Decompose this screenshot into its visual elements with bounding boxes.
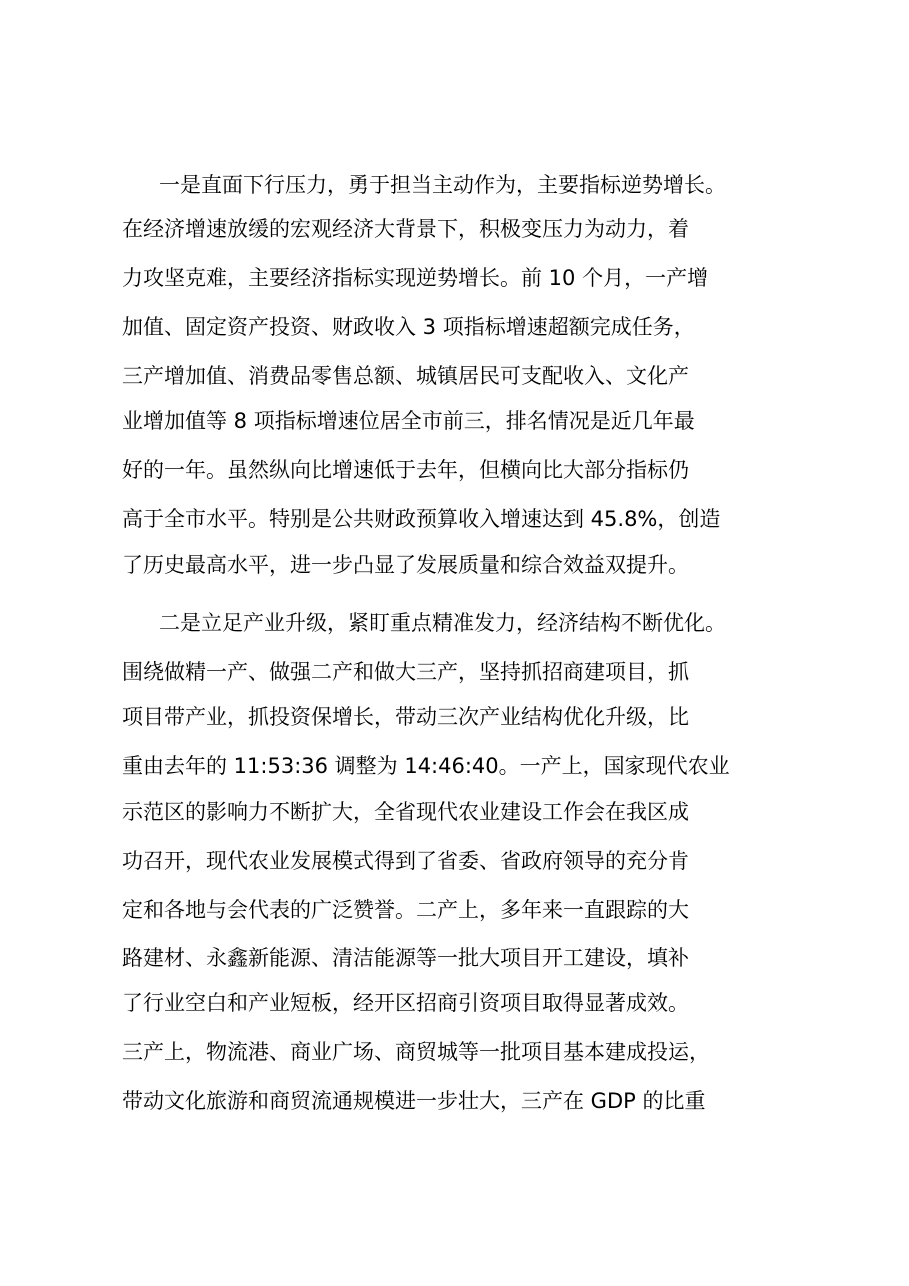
paragraph-1-line-9: 了历史最高水平，进一步凸显了发展质量和综合效益双提升。 <box>122 553 689 577</box>
paragraph-2-line-3: 项目带产业，抓投资保增长，带动三次产业结构优化升级，比 <box>122 705 689 729</box>
paragraph-2-line-10: 三产上，物流港、商业广场、商贸城等一批项目基本建成投运， <box>122 1040 710 1064</box>
paragraph-1-line-2: 在经济增速放缓的宏观经济大背景下，积极变压力为动力，着 <box>122 217 689 241</box>
paragraph-1-line-5: 三产增加值、消费品零售总额、城镇居民可支配收入、文化产 <box>122 364 689 388</box>
paragraph-2-line-1: 二是立足产业升级，紧盯重点精准发力，经济结构不断优化。 <box>159 611 726 635</box>
paragraph-2-line-6: 功召开，现代农业发展模式得到了省委、省政府领导的充分肯 <box>122 849 689 873</box>
paragraph-2-line-4: 重由去年的 11:53:36 调整为 14:46:40。一产上，国家现代农业 <box>122 754 730 778</box>
paragraph-2-line-7: 定和各地与会代表的广泛赞誉。二产上，多年来一直跟踪的大 <box>122 898 689 922</box>
paragraph-2-line-5: 示范区的影响力不断扩大，全省现代农业建设工作会在我区成 <box>122 800 689 824</box>
paragraph-1-line-4: 加值、固定资产投资、财政收入 3 项指标增速超额完成任务， <box>122 315 695 339</box>
paragraph-2-line-2: 围绕做精一产、做强二产和做大三产，坚持抓招商建项目，抓 <box>122 660 689 684</box>
paragraph-2-line-11: 带动文化旅游和商贸流通规模进一步壮大，三产在 GDP 的比重 <box>122 1089 706 1113</box>
paragraph-1-line-1: 一是直面下行压力，勇于担当主动作为，主要指标逆势增长。 <box>159 173 726 197</box>
paragraph-1-line-8: 高于全市水平。特别是公共财政预算收入增速达到 45.8%，创造 <box>122 507 721 531</box>
paragraph-2-line-9: 了行业空白和产业短板，经开区招商引资项目取得显著成效。 <box>122 991 689 1015</box>
paragraph-1-line-7: 好的一年。虽然纵向比增速低于去年，但横向比大部分指标仍 <box>122 458 689 482</box>
paragraph-2-line-8: 路建材、永鑫新能源、清洁能源等一批大项目开工建设，填补 <box>122 946 689 970</box>
paragraph-1-line-6: 业增加值等 8 项指标增速位居全市前三，排名情况是近几年最 <box>122 409 695 433</box>
paragraph-1-line-3: 力攻坚克难，主要经济指标实现逆势增长。前 10 个月，一产增 <box>122 266 709 290</box>
